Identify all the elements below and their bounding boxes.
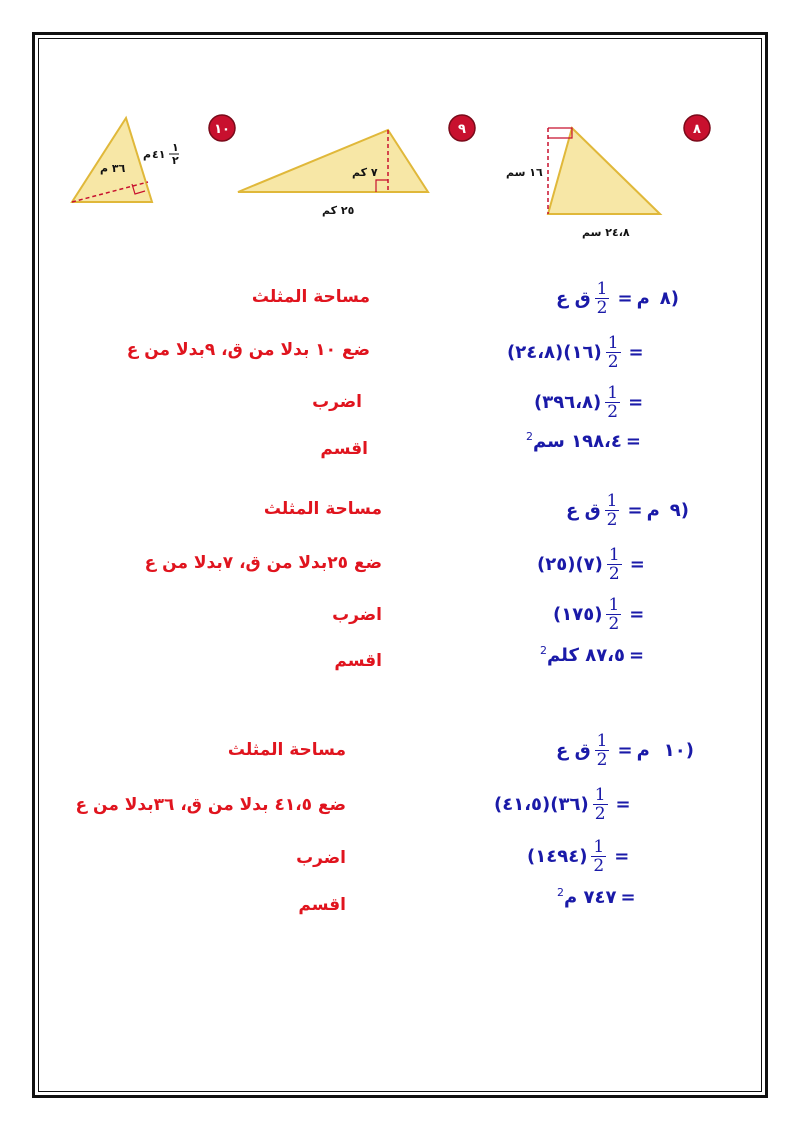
fig10-side-whole: ٤١ <box>152 148 166 161</box>
p9-step1-value: (٢٥)(٧) <box>537 554 603 575</box>
p10-note-4: اقسم <box>298 895 346 915</box>
p10-note-1: مساحة المثلث <box>227 740 346 760</box>
badge-10-label: ١٠ <box>214 122 230 137</box>
fig10-side-den: ٢ <box>172 154 179 167</box>
p10-step1: (٤١،٥)(٣٦) $\frac{1}{2}$ = <box>494 785 631 824</box>
p9-formula-rhs: ق ع <box>566 500 601 521</box>
p9-formula: ق ع $\frac{1}{2}$ = م ٩) <box>566 491 690 530</box>
badge-8-label: ٨ <box>693 122 701 137</box>
p9-result: $^2$٨٧،٥ كلم = <box>540 644 645 666</box>
p9-note-1: مساحة المثلث <box>263 499 382 519</box>
p10-note-2: ضع ٤١،٥ بدلا من ق، ٣٦بدلا من ع <box>75 795 346 815</box>
p8-label: ٨) <box>659 288 680 309</box>
p10-label: ١٠) <box>663 740 694 761</box>
p8-result: $^2$١٩٨،٤ سم = <box>526 430 641 452</box>
p9-step1: (٢٥)(٧) $\frac{1}{2}$ = <box>537 545 645 584</box>
triangle-8 <box>548 128 660 214</box>
fig9-base-label: ٢٥ كم <box>322 204 355 217</box>
fig10-side-unit: م <box>143 148 152 161</box>
p9-note-4: اقسم <box>334 651 382 671</box>
p9-step2: (١٧٥) $\frac{1}{2}$ = <box>553 595 645 634</box>
p9-result-value: ٨٧،٥ كلم <box>547 645 625 666</box>
p8-note-1: مساحة المثلث <box>251 287 370 307</box>
p8-note-2: ضع ١٠ بدلا من ق، ٩بدلا من ع <box>126 340 370 360</box>
badge-9-label: ٩ <box>458 122 466 137</box>
p8-formula-rhs: ق ع <box>556 288 591 309</box>
fig8-height-label: ١٦ سم <box>506 166 543 179</box>
fig8-base-label: ٢٤،٨ سم <box>582 226 630 239</box>
p9-formula-lhs: م <box>646 500 660 521</box>
p8-formula-lhs: م <box>636 288 650 309</box>
figures-strip <box>0 0 800 260</box>
p8-note-3: اضرب <box>312 392 362 412</box>
p10-note-3: اضرب <box>296 848 346 868</box>
p10-result: $^2$٧٤٧ م = <box>557 886 636 908</box>
p10-formula-rhs: ق ع <box>556 740 591 761</box>
figure-8 <box>506 115 710 239</box>
p9-step2-value: (١٧٥) <box>553 604 603 625</box>
p8-note-4: اقسم <box>320 439 368 459</box>
p10-step1-value: (٤١،٥)(٣٦) <box>494 794 589 815</box>
p9-note-2: ضع ٢٥بدلا من ق، ٧بدلا من ع <box>144 553 382 573</box>
fig10-side-num: ١ <box>172 141 179 154</box>
triangle-10 <box>72 118 152 202</box>
p8-step1-value: (٢٤،٨)(١٦) <box>507 342 602 363</box>
p9-label: ٩) <box>669 500 690 521</box>
p8-step2: (٣٩٦،٨) $\frac{1}{2}$ = <box>534 383 644 422</box>
right-angle-mark-8 <box>548 128 572 138</box>
p8-step2-value: (٣٩٦،٨) <box>534 392 602 413</box>
fraction-half: $\frac{1}{2}$ <box>596 279 608 318</box>
p9-note-3: اضرب <box>332 605 382 625</box>
p8-result-value: ١٩٨،٤ سم <box>533 431 622 452</box>
p8-formula: ق ع $\frac{1}{2}$ = م ٨) <box>556 279 680 318</box>
p10-formula: ق ع $\frac{1}{2}$ = م ١٠) <box>556 731 694 770</box>
p8-step1: (٢٤،٨)(١٦) $\frac{1}{2}$ = <box>507 333 644 372</box>
figure-9 <box>238 115 475 217</box>
fig9-height-label: ٧ كم <box>352 166 378 179</box>
p10-step2-value: (١٤٩٤) <box>527 846 588 867</box>
p10-step2: (١٤٩٤) $\frac{1}{2}$ = <box>527 837 630 876</box>
figure-10 <box>72 115 235 202</box>
p10-formula-lhs: م <box>636 740 650 761</box>
fig10-height-label: ٣٦ م <box>100 162 126 175</box>
triangle-9 <box>238 130 428 192</box>
p10-result-value: ٧٤٧ م <box>564 887 617 908</box>
